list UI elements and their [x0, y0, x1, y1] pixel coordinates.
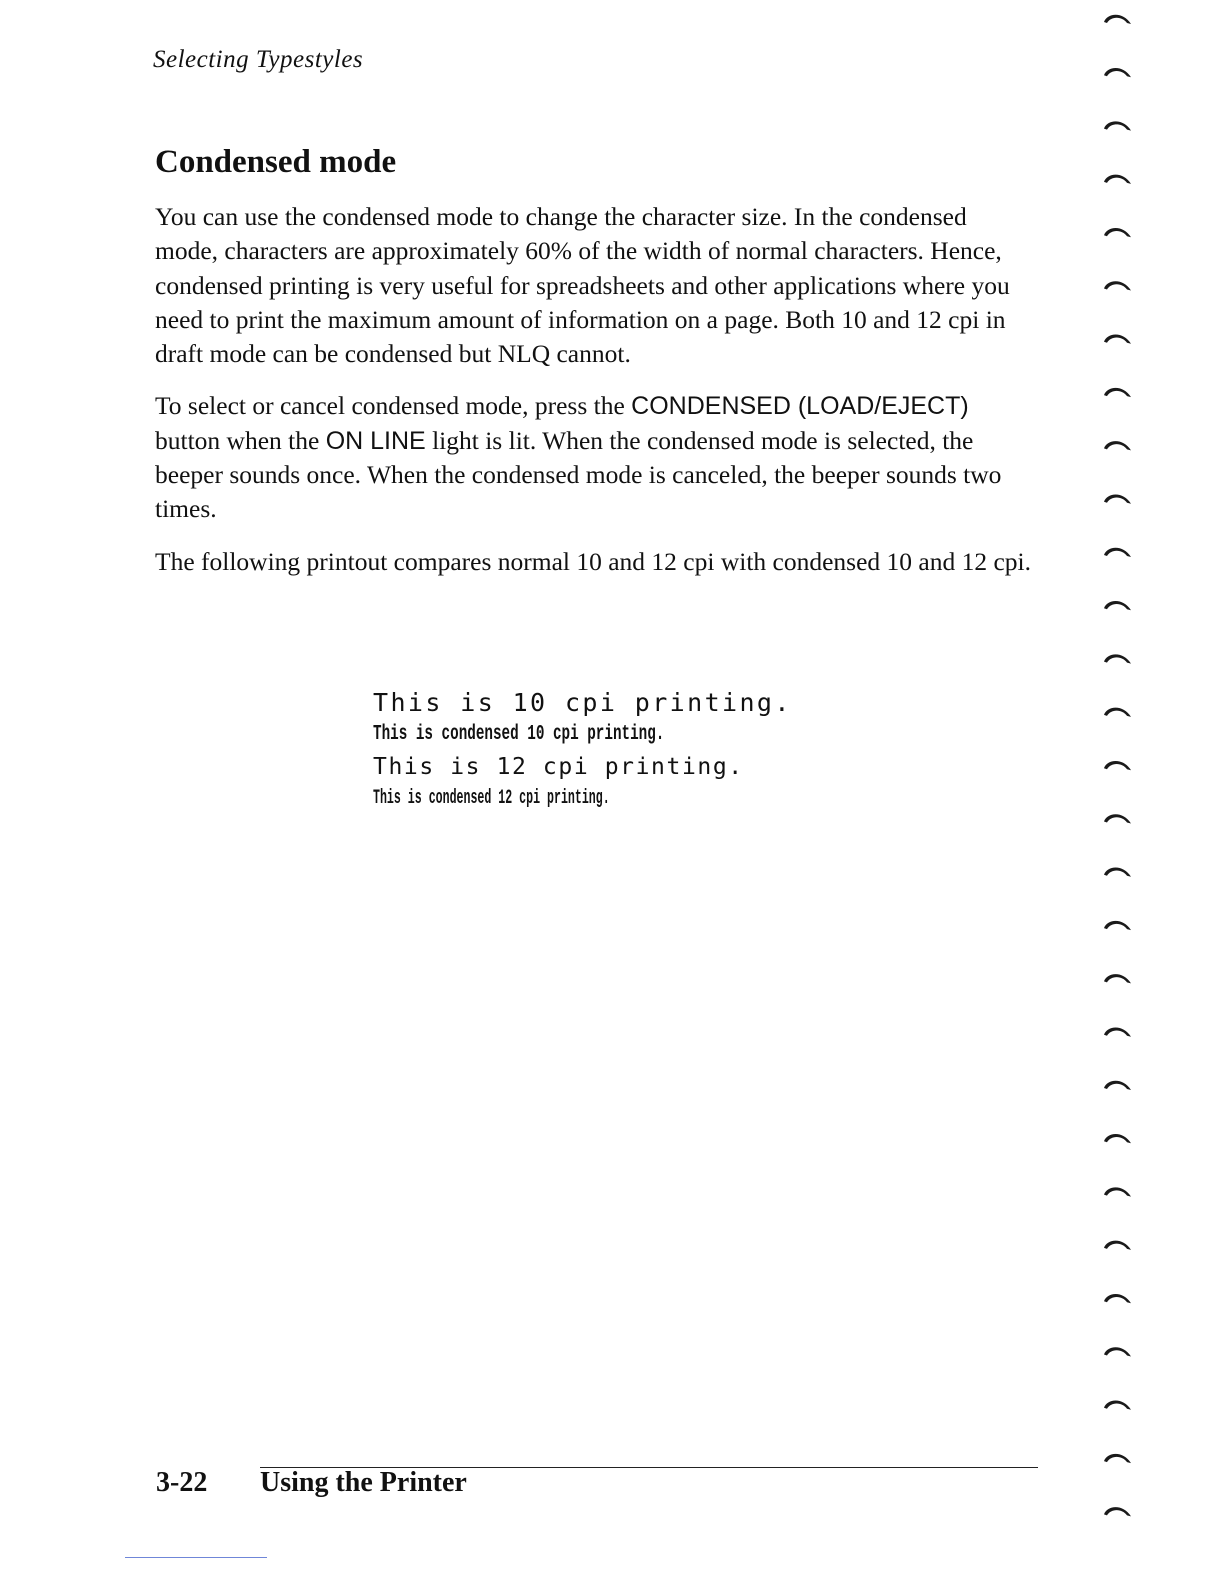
- page-footer: [156, 1464, 467, 1502]
- spiral-binding: [1098, 0, 1138, 1584]
- condensed-button-term: CONDENSED (LOAD/EJECT): [631, 392, 969, 421]
- printout-line-condensed-12cpi: This is condensed 12 cpi printing.: [373, 787, 610, 810]
- paragraph-intro: You can use the condensed mode to change the character size. In the condensed mode, characters are approximately 60% of the width of normal characters. Hence, condensed printing is very useful for spreadsheets and other applications where you need to print the maximum amount of information on a page. Both 10 and 12 cpi in draft mode can be condensed but NLQ cannot.: [155, 202, 1010, 369]
- spiral-binding-hole-icon: [1104, 175, 1131, 184]
- spiral-binding-hole-icon: [1104, 1027, 1131, 1036]
- spiral-binding-hole-icon: [1104, 974, 1131, 983]
- paragraph-text: button when the: [155, 425, 326, 455]
- chapter-title: Using the Printer: [260, 1467, 467, 1498]
- spiral-binding-hole-icon: [1104, 1294, 1131, 1303]
- spiral-binding-hole-icon: [1104, 228, 1131, 237]
- spiral-binding-hole-icon: [1104, 1401, 1131, 1410]
- printout-line-normal-12cpi: This is 12 cpi printing.: [373, 754, 744, 780]
- spiral-binding-hole-icon: [1104, 335, 1131, 344]
- spiral-binding-hole-icon: [1104, 1454, 1131, 1463]
- spiral-binding-hole-icon: [1104, 1081, 1131, 1090]
- printout-line-condensed-10cpi: This is condensed 10 cpi printing.: [373, 723, 665, 746]
- paragraph-instructions: [155, 389, 1035, 526]
- spiral-binding-hole-icon: [1104, 601, 1131, 610]
- page-content: [155, 140, 1035, 597]
- spiral-binding-hole-icon: [1104, 708, 1131, 717]
- spiral-binding-hole-icon: [1104, 494, 1131, 503]
- spiral-binding-hole-icon: [1104, 814, 1131, 823]
- spiral-binding-hole-icon: [1104, 441, 1131, 450]
- spiral-binding-hole-icon: [1104, 1347, 1131, 1356]
- spiral-binding-hole-icon: [1104, 68, 1131, 77]
- paragraph-text: To select or cancel condensed mode, press the: [155, 391, 632, 421]
- spiral-binding-hole-icon: [1104, 761, 1131, 770]
- spiral-binding-hole-icon: [1104, 654, 1131, 663]
- running-head: Selecting Typestyles: [153, 46, 364, 73]
- spiral-binding-hole-icon: [1104, 548, 1131, 557]
- spiral-binding-hole-icon: [1104, 1134, 1131, 1143]
- paragraph-text: light is lit. When the condensed mode is selected, the beeper sounds once. When the condensed mode is canceled, the beeper sounds two times.: [155, 425, 1002, 524]
- paragraph-comparison: The following printout compares normal 10 and 12 cpi with condensed 10 and 12 cpi.: [155, 546, 1032, 576]
- spiral-binding-hole-icon: [1104, 15, 1131, 24]
- printout-sample: [373, 686, 801, 814]
- spiral-binding-hole-icon: [1104, 921, 1131, 930]
- spiral-binding-hole-icon: [1104, 281, 1131, 290]
- online-light-term: ON LINE: [325, 426, 426, 455]
- spiral-binding-hole-icon: [1104, 868, 1131, 877]
- scan-artifact-line: [125, 1557, 267, 1558]
- spiral-binding-hole-icon: [1104, 121, 1131, 130]
- spiral-binding-hole-icon: [1104, 1241, 1131, 1250]
- section-heading: Condensed mode: [155, 144, 397, 180]
- page-number: 3-22: [156, 1467, 208, 1498]
- spiral-binding-hole-icon: [1104, 1507, 1131, 1516]
- spiral-binding-hole-icon: [1104, 1187, 1131, 1196]
- printout-line-normal-10cpi: This is 10 cpi printing.: [373, 688, 792, 717]
- spiral-binding-hole-icon: [1104, 388, 1131, 397]
